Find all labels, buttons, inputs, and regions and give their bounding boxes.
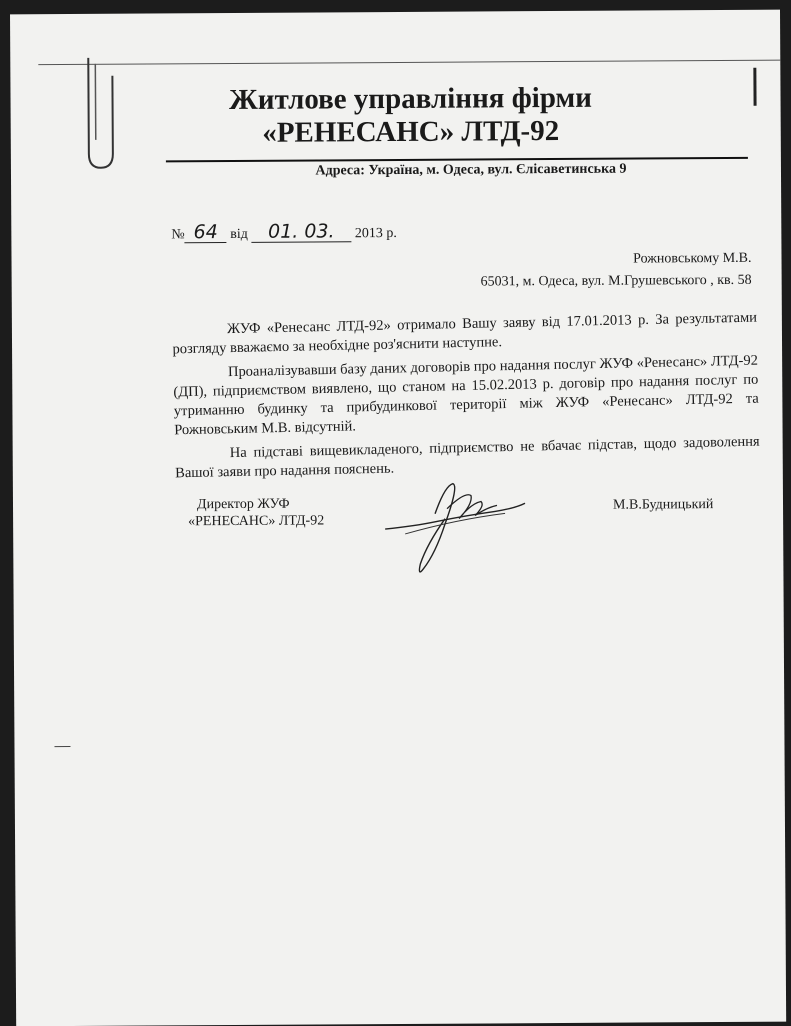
margin-mark — [54, 746, 70, 747]
from-word: від — [230, 226, 248, 243]
body-paragraph-2: Проаналізувавши базу даних договорів про надання послуг ЖУФ «Ренесанс» ЛТД-92 (ДП), підприємством виявлено, що станом на 15.02.2013 р. договір про надання послуг по утриманню будинку та прибудинкової території між ЖУФ «Ренесанс» ЛТД-92 та Рожновським М.В. відсутній. — [173, 352, 759, 439]
letter-year: 2013 р. — [354, 225, 397, 242]
body-paragraph-1: ЖУФ «Ренесанс ЛТД-92» отримало Вашу заяву від 17.01.2013 р. За результатами розгляду вважаємо за необхідне роз'яснити наступне. — [172, 309, 758, 358]
signatory-name: М.В.Будницький — [612, 497, 714, 513]
handwritten-signature-icon — [375, 473, 536, 584]
letter-body — [172, 309, 761, 489]
letter-date: 01. 03. — [251, 222, 351, 243]
company-address: Адреса: Україна, м. Одеса, вул. Єлісаветинська 9 — [315, 161, 627, 179]
binding-mark — [753, 68, 756, 106]
body-paragraph-3: На підставі вищевикладеного, підприємство не вбачає підстав, щодо задоволення Вашої заяви про надання пояснень. — [175, 433, 760, 482]
recipient-address: 65031, м. Одеса, вул. М.Грушевського , кв. 58 — [480, 272, 752, 290]
reference-line — [171, 222, 397, 243]
top-border-line — [38, 60, 783, 66]
recipient-name: Рожновському М.В. — [633, 250, 752, 267]
letter-number: 64 — [185, 223, 227, 243]
paper-clip-icon — [80, 54, 121, 174]
signatory-title-line1: Директор ЖУФ — [196, 496, 290, 513]
number-sign: № — [171, 227, 185, 243]
company-title-line1: Житлове управління фірми — [229, 81, 593, 117]
company-title-line2: «РЕНЕСАНС» ЛТД-92 — [262, 114, 560, 149]
signatory-title-line2: «РЕНЕСАНС» ЛТД-92 — [188, 513, 325, 530]
letter-page — [10, 10, 786, 1026]
recipient-block — [480, 248, 751, 294]
signatory-title — [188, 495, 324, 530]
